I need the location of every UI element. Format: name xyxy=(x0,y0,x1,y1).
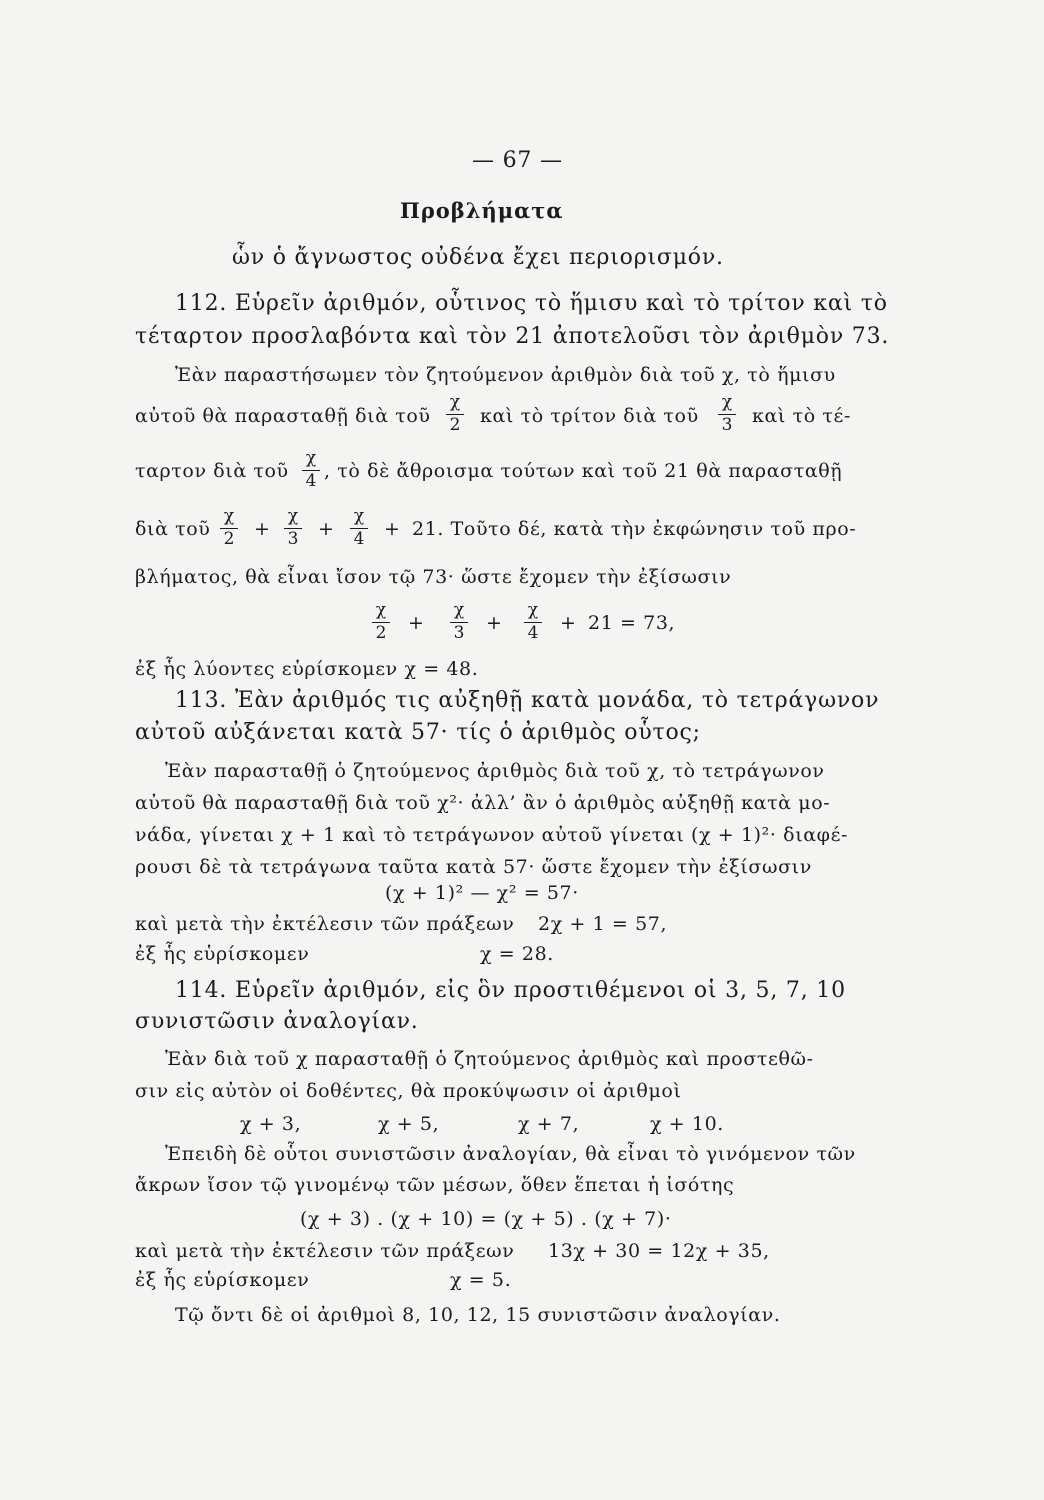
solution-113-line-6a: ἐξ ἧς εὑρίσκομεν xyxy=(135,943,310,965)
solution-114-line-2: σιν εἰς αὐτὸν οἱ δοθέντες, θὰ προκύψωσιν οἱ ἀριθμοὶ xyxy=(135,1080,682,1102)
solution-112-line-4b: 21. Τοῦτο δέ, κατὰ τὴν ἐκφώνησιν τοῦ προ- xyxy=(412,518,857,540)
equation-1-rhs: 21 = 73, xyxy=(588,612,676,634)
problem-114-statement: 114. Εὑρεῖν ἀριθμόν, εἰς ὃν προστιθέμενοι οἱ 3, 5, 7, 10 xyxy=(175,978,846,1003)
equation-1-fraction-x-over-3: χ 3 xyxy=(448,602,470,642)
problem-112-statement-cont: τέταρτον προσλαβόντα καὶ τὸν 21 ἀποτελοῦσι τὸν ἀριθμὸν 73. xyxy=(135,324,890,349)
solution-112-line-2b: καὶ τὸ τρίτον διὰ τοῦ xyxy=(480,405,699,427)
value-x-plus-5: χ + 5, xyxy=(378,1113,440,1135)
fraction-x-over-2: χ 2 xyxy=(444,394,466,434)
equation-2: (χ + 1)² — χ² = 57· xyxy=(385,882,579,904)
problem-112-statement: 112. Εὑρεῖν ἀριθμόν, οὗτινος τὸ ἥμισυ καὶ τὸ τρίτον καὶ τὸ xyxy=(175,291,888,316)
problem-113-statement-cont: αὐτοῦ αὐξάνεται κατὰ 57· τίς ὁ ἀριθμὸς οὗτος; xyxy=(135,720,701,745)
solution-112-line-2a: αὐτοῦ θὰ παρασταθῇ διὰ τοῦ xyxy=(135,405,431,427)
solution-114-conclusion: Τῷ ὄντι δὲ οἱ ἀριθμοὶ 8, 10, 12, 15 συνιστῶσιν ἀναλογίαν. xyxy=(175,1304,781,1326)
value-x-plus-3: χ + 3, xyxy=(240,1113,302,1135)
plus-sign: + xyxy=(560,612,576,634)
fraction-x-over-3: χ 3 xyxy=(716,394,738,434)
value-x-plus-10: χ + 10. xyxy=(650,1113,724,1135)
value-x-plus-7: χ + 7, xyxy=(518,1113,580,1135)
page-number: — 67 — xyxy=(472,148,563,173)
solution-113-line-5b: 2χ + 1 = 57, xyxy=(538,913,668,935)
solution-113-line-6b: χ = 28. xyxy=(480,943,554,965)
solution-112-line-3a: ταρτον διὰ τοῦ xyxy=(135,460,289,482)
line-intro: ὧν ὁ ἄγνωστος οὐδένα ἔχει περιορισμόν. xyxy=(232,245,724,270)
solution-112-line-2c: καὶ τὸ τέ- xyxy=(752,405,851,427)
equation-3: (χ + 3) . (χ + 10) = (χ + 5) . (χ + 7)· xyxy=(300,1208,672,1230)
solution-114-line-1: Ἐὰν διὰ τοῦ χ παρασταθῇ ὁ ζητούμενος ἀριθμὸς καὶ προστεθῶ- xyxy=(165,1048,814,1070)
problem-113-statement: 113. Ἐὰν ἀριθμός τις αὐξηθῇ κατὰ μονάδα, τὸ τετράγωνον xyxy=(175,688,880,713)
solution-114-line-4: ἄκρων ἴσον τῷ γινομένῳ τῶν μέσων, ὅθεν ἕπεται ἡ ἰσότης xyxy=(135,1174,735,1196)
solution-112-line-5: βλήματος, θὰ εἶναι ἴσον τῷ 73· ὥστε ἔχομεν τὴν ἐξίσωσιν xyxy=(135,566,732,588)
solution-114-line-5a: καὶ μετὰ τὴν ἐκτέλεσιν τῶν πράξεων xyxy=(135,1240,515,1262)
solution-112-line-3b: , τὸ δὲ ἄθροισμα τούτων καὶ τοῦ 21 θὰ παρασταθῇ xyxy=(324,460,843,482)
plus-sign: + xyxy=(384,518,400,540)
solution-112-line-1: Ἐὰν παραστήσωμεν τὸν ζητούμενον ἀριθμὸν διὰ τοῦ χ, τὸ ἥμισυ xyxy=(175,364,836,386)
solution-113-line-3: νάδα, γίνεται χ + 1 καὶ τὸ τετράγωνον αὐτοῦ γίνεται (χ + 1)²· διαφέ- xyxy=(135,824,849,846)
solution-114-line-3: Ἐπειδὴ δὲ οὗτοι συνιστῶσιν ἀναλογίαν, θὰ εἶναι τὸ γινόμενον τῶν xyxy=(165,1143,856,1165)
solution-113-line-4: ρουσι δὲ τὰ τετράγωνα ταῦτα κατὰ 57· ὥστε ἔχομεν τὴν ἐξίσωσιν xyxy=(135,856,812,878)
equation-1-fraction-x-over-2: χ 2 xyxy=(370,602,392,642)
plus-sign: + xyxy=(254,518,270,540)
plus-sign: + xyxy=(318,518,334,540)
solution-114-line-6a: ἐξ ἧς εὑρίσκομεν xyxy=(135,1269,310,1291)
plus-sign: + xyxy=(408,612,424,634)
solution-114-line-6b: χ = 5. xyxy=(450,1269,512,1291)
solution-113-line-1: Ἐὰν παρασταθῇ ὁ ζητούμενος ἀριθμὸς διὰ τοῦ χ, τὸ τετράγωνον xyxy=(165,760,825,782)
problem-114-statement-cont: συνιστῶσιν ἀναλογίαν. xyxy=(135,1009,419,1034)
solution-112-result: ἐξ ἧς λύοντες εὑρίσκομεν χ = 48. xyxy=(135,658,479,680)
section-title: Προβλήματα xyxy=(400,198,564,223)
sum-fraction-x-over-4: χ 4 xyxy=(348,508,370,548)
equation-1-fraction-x-over-4: χ 4 xyxy=(522,602,544,642)
sum-fraction-x-over-3: χ 3 xyxy=(282,508,304,548)
fraction-x-over-4: χ 4 xyxy=(300,450,322,490)
solution-113-line-5a: καὶ μετὰ τὴν ἐκτέλεσιν τῶν πράξεων xyxy=(135,913,515,935)
solution-114-line-5b: 13χ + 30 = 12χ + 35, xyxy=(548,1240,770,1262)
plus-sign: + xyxy=(486,612,502,634)
sum-fraction-x-over-2: χ 2 xyxy=(218,508,240,548)
solution-113-line-2: αὐτοῦ θὰ παρασταθῇ διὰ τοῦ χ²· ἀλλ’ ἂν ὁ ἀριθμὸς αὐξηθῇ κατὰ μο- xyxy=(135,792,831,814)
solution-112-line-4a: διὰ τοῦ xyxy=(135,518,211,540)
